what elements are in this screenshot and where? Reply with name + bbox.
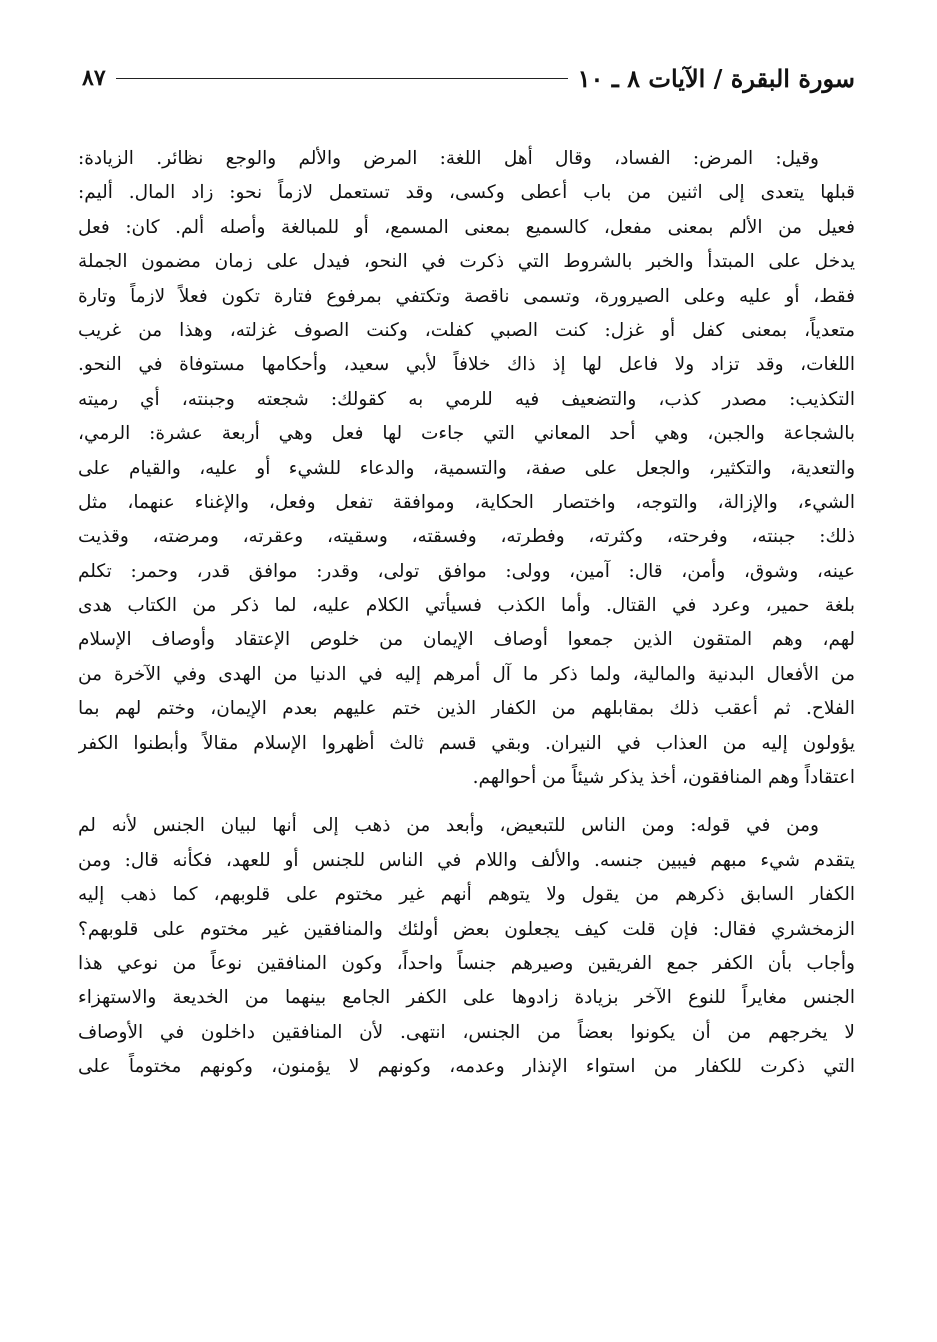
paragraph-gap: [78, 795, 855, 809]
text-line: قبلها يتعدى إلى اثنين من باب أعطى وكسى، وقد تستعمل لازماً نحو: زاد المال. أليم:: [78, 182, 855, 204]
text-line: الكفار السابق ذكرهم من يقول ولا يتوهم أنهم غير مختوم على قلوبهم، كما ذهب إليه: [78, 884, 855, 906]
text-line: والتعدية، والتكثير، والجعل على صفة، والتسمية، والدعاء للشيء أو عليه، والقيام على: [78, 457, 855, 479]
text-line: بالشجاعة والجبن، وهي أحد المعاني التي جاءت لها فعل وهي أربعة عشرة: الرمي،: [78, 423, 855, 445]
text-line: لا يخرجهم من أن يكونوا بعضاً من الجنس، انتهى. لأن المنافقين داخلون في الأوصاف: [78, 1021, 855, 1043]
text-line: اللغات، وقد تزاد ولا فاعل لها إذ ذاك خلافاً لأبي سعيد، وأحكامها مستوفاة في النحو.: [78, 354, 855, 376]
text-line: ومن في قوله: ومن الناس للتبعيض، وأبعد من ذهب إلى أنها لبيان الجنس لأنه لم: [78, 815, 819, 837]
text-line: يتقدم شيء مبهم فيبين جنسه. والألف واللام في الناس للجنس أو للعهد، فكأنه قال: ومن: [78, 849, 855, 871]
body-text: [78, 142, 855, 1085]
text-line: يدخل على المبتدأ والخبر بالشروط التي ذكرت في النحو، فيدل على زمان مضمون الجملة: [78, 251, 855, 273]
text-line: الزمخشري فقال: فإن قلت كيف يجعلون بعض أولئك والمنافقين غير مختوم على قلوبهم؟: [78, 918, 855, 940]
text-line: متعدياً، بمعنى كفل أو غزل: كنت الصبي كفلت، وكنت الصوف غزلته، وهذا من غريب: [78, 319, 855, 341]
text-line: لهم، وهم المتقون الذين جمعوا أوصاف الإيمان من خلوص الإعتقاد وأوصاف الإسلام: [78, 629, 855, 651]
text-line: ذلك: جبنته، وفرحته، وكثرته، وفطرته، وفسقته، وسقيته، وعقرته، ومرضته، وقذيت: [78, 526, 855, 548]
text-line: الفلاح. ثم أعقب ذلك بمقابلهم من الكفار الذين ختم عليهم بعدم الإيمان، وختم لهم بما: [78, 698, 855, 720]
text-line: من الأفعال البدنية والمالية، ولما ذكر ما آل أمرهم إليه في الدنيا من الهدى وفي الآخرة من: [78, 663, 855, 685]
paragraph-2: [78, 809, 855, 1084]
page-number: ٨٧: [82, 65, 106, 91]
running-header: [82, 58, 855, 98]
text-line: الشيء، والإزالة، والتوجه، واختصار الحكاية، وموافقة تفعل وفعل، والإغناء عنهما، مثل: [78, 491, 855, 513]
paragraph-1: [78, 142, 855, 795]
text-line: فعيل من الألم بمعنى مفعل، كالسميع بمعنى المسمع، أو للمبالغة وأصله ألم. كان: فعل: [78, 216, 855, 238]
text-line: وقيل: المرض: الفساد، وقال أهل اللغة: المرض والألم والوجع نظائر. الزيادة:: [78, 148, 819, 169]
text-line: فقط، أو عليه وعلى الصيرورة، وتسمى ناقصة وتكتفي بمرفوع فتارة تكون فعلاً لازماً وتارة: [78, 285, 855, 307]
text-line: وأجاب بأن الكفر جمع الفريقين وصيرهم جنساً واحداً، وكون المنافقين نوعاً من نوعي هذا: [78, 952, 855, 974]
text-line: الجنس مغايراً للنوع الآخر بزيادة زادوها على الكفر الجامع بينهما من الخديعة والاستهزاء: [78, 987, 855, 1009]
header-title: سورة البقرة / الآيات ٨ ـ ١٠: [577, 63, 855, 93]
text-line: عينه، وشوق، وأمن، قال: آمين، وولى: موافق تولى، وقدر: موافق قدر، وحمر: تكلم: [78, 560, 855, 582]
header-rule: [116, 78, 568, 79]
text-line: بلغة حمير، وعرد في القتال. وأما الكذب فسيأتي الكلام عليه، لما ذكر من الكتاب هدى: [78, 595, 855, 617]
text-line: يؤولون إليه من العذاب في النيران. وبقي قسم ثالث أظهروا الإسلام مقالاً وأبطنوا الكفر: [78, 732, 855, 754]
text-line: التي ذكرت للكفار من استواء الإنذار وعدمه، وكونهم لا يؤمنون، وكونهم مختوماً على: [78, 1056, 855, 1078]
text-line: اعتقاداً وهم المنافقون، أخذ يذكر شيئاً من أحوالهم.: [472, 767, 855, 789]
text-line: التكذيب: مصدر كذب، والتضعيف فيه للرمي به كقولك: شجعته وجبنته، أي رميته: [78, 388, 855, 410]
